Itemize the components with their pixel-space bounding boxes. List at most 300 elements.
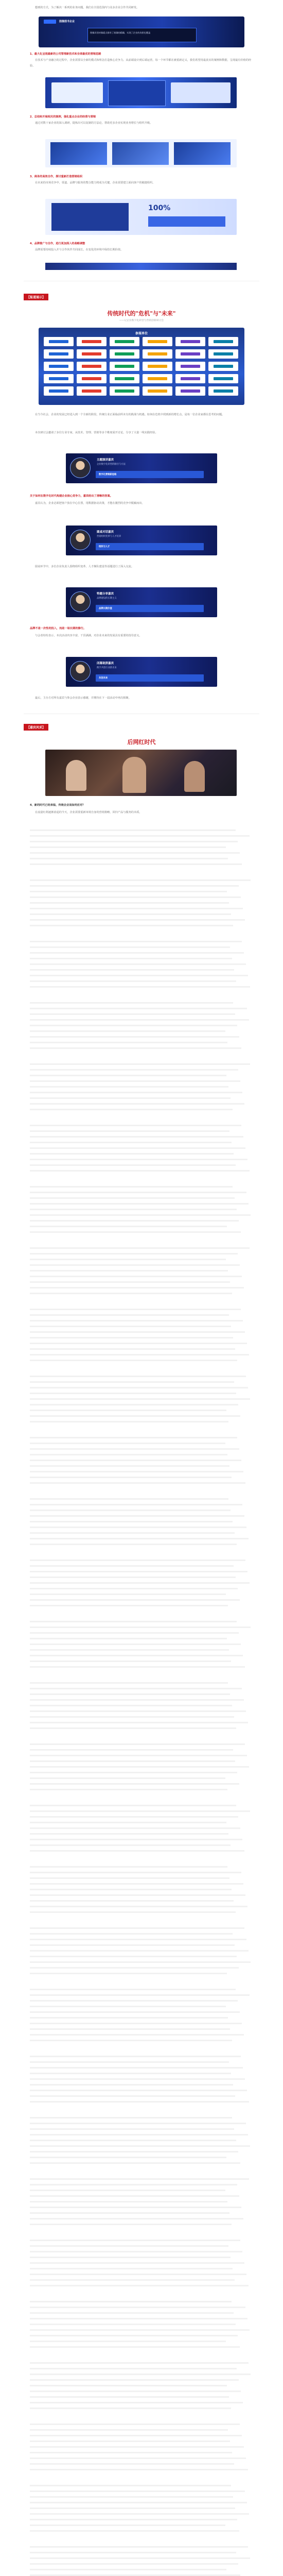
text-line-placeholder: [30, 1002, 233, 1004]
section1-heading-2: 2、总结和开展相关的案例，强化重点企业的经营与营销: [30, 115, 96, 118]
text-line-placeholder: [30, 1833, 228, 1835]
text-line-placeholder: [30, 1387, 248, 1388]
sponsor-logo: [208, 337, 238, 346]
sponsor-logo: [175, 349, 205, 359]
speaker-3-photo: [70, 591, 91, 612]
text-line-placeholder: [30, 1226, 227, 1227]
text-line-placeholder: [30, 2151, 238, 2153]
text-line-placeholder: [30, 1209, 237, 1210]
text-line-placeholder: [30, 1164, 236, 1166]
text-line-placeholder: [30, 1810, 250, 1812]
text-line-placeholder: [30, 1415, 240, 1417]
text-line-placeholder: [30, 2385, 227, 2386]
text-line-placeholder: [30, 2134, 248, 2136]
text-line-placeholder: [30, 2452, 232, 2453]
text-line-placeholder: [30, 2279, 235, 2281]
sponsor-logo: [175, 374, 205, 383]
speaker-card-3: [66, 587, 217, 617]
text-line-placeholder: [30, 1203, 249, 1205]
stats-banner: [45, 199, 237, 235]
text-line-placeholder: [30, 1253, 238, 1255]
text-line-placeholder: [30, 1404, 238, 1405]
text-line-placeholder: [30, 1103, 244, 1105]
sponsor-logo: [175, 362, 205, 371]
text-line-placeholder: [30, 2212, 229, 2214]
text-line-placeholder: [30, 1047, 241, 1049]
text-line-placeholder: [30, 2502, 247, 2503]
text-line-placeholder: [30, 1973, 227, 1974]
logos-title: 参展单位: [135, 332, 148, 335]
text-line-placeholder: [30, 1621, 237, 1622]
text-line-placeholder: [30, 2023, 242, 2024]
text-line-placeholder: [30, 1527, 246, 1528]
banner-slogan-box: [87, 28, 197, 42]
text-line-placeholder: [30, 1063, 250, 1065]
text-line-placeholder: [30, 1421, 228, 1422]
text-line-placeholder: [30, 1437, 237, 1438]
text-line-placeholder: [30, 1805, 236, 1806]
text-line-placeholder: [30, 2496, 233, 2498]
text-line-placeholder: [30, 1994, 250, 1996]
text-line-placeholder: [30, 2424, 240, 2425]
text-line-placeholder: [30, 1309, 241, 1310]
speaker-2-photo: [70, 530, 91, 550]
section2-para-4: 圆桌环节中，多位企业负责人围绕组织变革、人才梯队建设等话题进行了深入交流。: [35, 565, 134, 568]
text-line-placeholder: [30, 2251, 242, 2252]
text-line-placeholder: [30, 2084, 233, 2086]
text-line-placeholder: [30, 2569, 226, 2570]
section2-para-3: 嘉宾认为，企业必须把客户放在中心位置，用数据驱动决策，才能在激烈的竞争中脱颖而出。: [35, 502, 145, 505]
text-line-placeholder: [30, 1448, 239, 1450]
speaker-1-title: 企业数字化转型的路径与方法: [97, 463, 126, 466]
text-line-placeholder: [30, 2140, 236, 2141]
text-line-placeholder: [30, 2530, 239, 2532]
text-line-placeholder: [30, 2301, 232, 2302]
text-line-placeholder: [30, 2078, 245, 2080]
speaker-card-4: [66, 657, 217, 687]
text-line-placeholder: [30, 1666, 245, 1668]
sponsor-logo: [77, 374, 107, 383]
text-line-placeholder: [30, 1477, 232, 1478]
speaker-3-name: 特邀分享嘉宾: [97, 592, 114, 596]
text-line-placeholder: [30, 913, 231, 915]
banner-slogan: 图像识别对像素点都有了准确的精确，实现了企业的场景化覆盖: [90, 31, 151, 34]
text-line-placeholder: [30, 2000, 238, 2002]
text-line-placeholder: [30, 1153, 234, 1155]
text-line-placeholder: [30, 1594, 226, 1595]
section3-title: 后网红时代: [127, 739, 156, 745]
text-line-placeholder: [30, 2446, 244, 2448]
text-line-placeholder: [30, 1716, 234, 1718]
text-line-placeholder: [30, 1872, 241, 1873]
sponsor-logo: [143, 349, 172, 359]
text-line-placeholder: [30, 2274, 246, 2275]
text-line-placeholder: [30, 1927, 244, 1929]
sponsor-logo: [175, 337, 205, 346]
text-line-placeholder: [30, 2040, 232, 2041]
text-line-placeholder: [30, 841, 238, 842]
text-line-placeholder: [30, 1521, 233, 1522]
sponsor-logo: [110, 374, 139, 383]
section2-title: 传统时代的"危机"与"未来": [107, 310, 176, 317]
text-line-placeholder: [30, 1883, 243, 1885]
text-line-placeholder: [30, 2090, 247, 2091]
promo-banner-1: [39, 16, 244, 47]
text-line-placeholder: [30, 1326, 231, 1327]
text-line-placeholder: [30, 969, 234, 971]
sponsor-logo: [208, 386, 238, 396]
speaker-2-title: 营销组织变革与人才培养: [97, 535, 121, 538]
text-line-placeholder: [30, 1092, 242, 1093]
text-line-placeholder: [30, 2490, 245, 2492]
sponsor-logo: [208, 362, 238, 371]
text-line-placeholder: [30, 1264, 240, 1266]
text-line-placeholder: [30, 2268, 233, 2269]
text-line-placeholder: [30, 2346, 240, 2348]
sponsor-logo: [44, 337, 74, 346]
text-line-placeholder: [30, 1950, 249, 1952]
text-line-placeholder: [30, 2224, 232, 2225]
text-line-placeholder: [30, 2335, 238, 2336]
text-line-placeholder: [30, 2240, 240, 2241]
text-line-placeholder: [30, 1125, 241, 1126]
text-line-placeholder: [30, 1783, 239, 1785]
text-line-placeholder: [30, 980, 236, 982]
text-line-placeholder: [30, 1989, 236, 1990]
text-line-placeholder: [30, 1069, 238, 1071]
sponsor-logo: [175, 386, 205, 396]
text-line-placeholder: [30, 1939, 246, 1940]
speaker-2-name: 圆桌对话嘉宾: [97, 531, 114, 534]
section1-heading-4: 4、品牌推广与合作，进行更加深入的战略调整: [30, 242, 85, 245]
speaker-2-bar: 组织与人才: [99, 546, 110, 548]
text-line-placeholder: [30, 1544, 237, 1545]
sponsor-logo: [77, 362, 107, 371]
text-line-placeholder: [30, 1398, 250, 1400]
speaker-1-photo: [70, 457, 91, 478]
section2-para-6: 最后，主办方对所有嘉宾与参会企业表示感谢，并期待在下一届活动中再次相聚。: [35, 697, 131, 700]
text-line-placeholder: [30, 1270, 228, 1272]
text-line-placeholder: [30, 2056, 241, 2057]
speaker-4-photo: [70, 661, 91, 682]
text-line-placeholder: [30, 1588, 238, 1589]
text-line-placeholder: [30, 2441, 230, 2442]
text-line-placeholder: [30, 858, 228, 859]
text-line-placeholder: [30, 1560, 245, 1561]
sponsor-logo: [77, 337, 107, 346]
sponsor-logo: [44, 386, 74, 396]
text-line-placeholder: [30, 1889, 232, 1890]
sponsor-logo: [77, 349, 107, 359]
text-line-placeholder: [30, 2324, 236, 2325]
text-line-placeholder: [30, 2067, 243, 2069]
text-line-placeholder: [30, 958, 232, 959]
event-crowd-photo: [45, 750, 237, 796]
text-line-placeholder: [30, 1348, 235, 1350]
text-line-placeholder: [30, 2257, 231, 2258]
text-line-placeholder: [30, 1259, 226, 1260]
section2-para-1: 在当今社会，企业的发展已经进入到一个全新的阶段，传统行业正面临前所未有的挑战与机遇。如何在危机中找到新的增长点，是每一位企业家都在思考的问题。: [35, 413, 225, 416]
text-line-placeholder: [30, 2218, 243, 2219]
text-line-placeholder: [30, 1967, 239, 1969]
text-line-placeholder: [30, 2123, 246, 2124]
text-line-placeholder: [30, 2435, 242, 2436]
text-line-placeholder: [30, 1281, 230, 1283]
text-line-placeholder: [30, 1170, 250, 1172]
text-line-placeholder: [30, 2318, 247, 2319]
speaker-4-bar: 共创未来: [99, 677, 108, 680]
text-line-placeholder: [30, 1777, 225, 1779]
text-line-placeholder: [30, 1019, 249, 1021]
text-line-placeholder: [30, 2408, 231, 2409]
text-line-placeholder: [30, 941, 242, 942]
sponsor-logo: [110, 349, 139, 359]
speaker-card-2: [66, 526, 217, 555]
text-line-placeholder: [30, 2396, 229, 2398]
text-line-placeholder: [30, 2017, 228, 2019]
text-line-placeholder: [30, 2145, 250, 2147]
text-line-placeholder: [30, 2128, 234, 2130]
product-showcase-image: [45, 77, 237, 108]
text-line-placeholder: [30, 1682, 228, 1684]
text-line-placeholder: [30, 1538, 249, 1539]
text-line-placeholder: [30, 1699, 244, 1701]
sponsor-logos-panel: [39, 328, 244, 405]
text-line-placeholder: [30, 986, 250, 988]
text-line-placeholder: [30, 1839, 242, 1840]
text-line-placeholder: [30, 2095, 235, 2097]
text-line-placeholder: [30, 1498, 228, 1500]
text-line-placeholder: [30, 2307, 245, 2308]
text-line-placeholder: [30, 2507, 235, 2509]
text-line-placeholder: [30, 846, 226, 848]
text-line-placeholder: [30, 2262, 244, 2264]
text-line-placeholder: [30, 885, 239, 887]
text-line-placeholder: [30, 1220, 239, 1222]
text-line-placeholder: [30, 835, 250, 837]
text-line-placeholder: [30, 2190, 225, 2191]
text-line-placeholder: [30, 1410, 226, 1411]
text-line-placeholder: [30, 1465, 229, 1467]
text-line-placeholder: [30, 2519, 237, 2520]
text-line-placeholder: [30, 1136, 243, 1138]
text-line-placeholder: [30, 1772, 237, 1773]
text-line-placeholder: [30, 1933, 233, 1935]
text-line-placeholder: [30, 1749, 233, 1751]
section1-para-1: 在技术与产业融合的过程中，企业需要以全新的模式和理念打造核心竞争力。从前端设计到后端运营，每一个环节都在被重新定义，我们希望用最真实的案例和数据，呈现最有价值的经验。: [30, 59, 252, 67]
text-line-placeholder: [30, 1142, 232, 1143]
text-line-placeholder: [30, 2362, 249, 2364]
text-line-placeholder: [30, 2061, 229, 2063]
text-line-placeholder: [30, 1337, 233, 1338]
section1-heading-3: 3、商务的高效合作，探讨重新打造营销组织: [30, 175, 83, 178]
text-line-placeholder: [30, 1655, 243, 1656]
text-line-placeholder: [30, 1582, 250, 1584]
text-line-placeholder: [30, 1231, 241, 1233]
text-line-placeholder: [30, 2034, 244, 2036]
text-line-placeholder: [30, 2557, 250, 2559]
text-line-placeholder: [30, 1287, 244, 1289]
text-line-placeholder: [30, 1354, 249, 1355]
text-line-placeholder: [30, 1900, 234, 1902]
text-line-placeholder: [30, 1693, 230, 1695]
sponsor-logo: [208, 349, 238, 359]
text-line-placeholder: [30, 1605, 228, 1606]
text-line-placeholder: [30, 2402, 243, 2403]
text-line-placeholder: [30, 1638, 227, 1639]
text-line-placeholder: [30, 863, 242, 865]
text-line-placeholder: [30, 1276, 242, 1277]
text-line-placeholder: [30, 1827, 240, 1829]
text-line-placeholder: [30, 2429, 228, 2431]
text-line-placeholder: [30, 1186, 233, 1188]
text-line-placeholder: [30, 1042, 227, 1043]
text-line-placeholder: [30, 1482, 245, 1484]
sponsor-logo: [143, 362, 172, 371]
text-line-placeholder: [30, 1097, 231, 1099]
text-line-placeholder: [30, 896, 241, 898]
section3-tag: 【嘉宾风采】: [24, 724, 48, 731]
text-line-placeholder: [30, 1515, 244, 1517]
text-line-placeholder: [30, 2184, 237, 2185]
text-line-placeholder: [30, 1766, 249, 1768]
text-line-placeholder: [30, 1911, 236, 1913]
section2-tag: 【报道展示】: [24, 294, 48, 300]
text-line-placeholder: [30, 1705, 232, 1706]
text-line-placeholder: [30, 1008, 247, 1009]
text-line-placeholder: [30, 1130, 229, 1132]
text-line-placeholder: [30, 1376, 246, 1377]
text-line-placeholder: [30, 1710, 246, 1712]
text-line-placeholder: [30, 2245, 228, 2247]
text-line-placeholder: [30, 1961, 251, 1963]
section1-para-2: 通过对数十家企业的深入调研，提炼出可以复制的方法论，帮助更多企业实现业务增长与组织升级。: [35, 122, 153, 125]
text-line-placeholder: [30, 2546, 248, 2548]
text-line-placeholder: [30, 2379, 239, 2381]
text-line-placeholder: [30, 1360, 237, 1361]
text-line-placeholder: [30, 925, 233, 926]
text-line-placeholder: [30, 2463, 234, 2465]
text-line-placeholder: [30, 852, 240, 854]
text-line-placeholder: [30, 2178, 249, 2180]
section1-para-4: 品牌需要持续投入并与合作伙伴共同成长，在变化的环境中保持长期价值。: [35, 248, 123, 251]
text-line-placeholder: [30, 2469, 248, 2470]
text-line-placeholder: [30, 2157, 226, 2158]
text-line-placeholder: [30, 963, 246, 965]
text-line-placeholder: [30, 1159, 247, 1160]
text-line-placeholder: [30, 1577, 236, 1578]
text-line-placeholder: [30, 1956, 237, 1957]
text-line-placeholder: [30, 1025, 237, 1026]
text-line-placeholder: [30, 1247, 250, 1249]
text-line-placeholder: [30, 2563, 238, 2565]
sponsor-logo: [143, 337, 172, 346]
text-line-placeholder: [30, 1381, 234, 1383]
decorative-strip: [45, 263, 237, 270]
text-line-placeholder: [30, 1743, 245, 1745]
text-line-placeholder: [30, 2485, 231, 2486]
section1-para-3: 在未来的市场竞争中，渠道、品牌与服务的整合能力将成为关键，企业需要建立面向客户的敏捷组织。: [35, 181, 155, 184]
text-line-placeholder: [30, 2285, 249, 2286]
text-line-placeholder: [30, 1147, 245, 1149]
text-line-placeholder: [30, 2101, 249, 2103]
section2-para-5: 与会者纷纷表示，本次活动内容丰富、干货满满，对企业未来的发展具有重要的指导意义。: [35, 634, 142, 637]
text-line-placeholder: [30, 2011, 240, 2013]
text-line-placeholder: [30, 919, 245, 921]
banner-title: 图像图书企业: [59, 20, 75, 23]
text-line-placeholder: [30, 2028, 230, 2030]
text-line-placeholder: [30, 2374, 251, 2375]
text-line-placeholder: [30, 1460, 241, 1461]
intro-text: 想到的方式，为了解决一系列的业务问题，我们在全国范围内与众多企业合作共同研发。: [35, 6, 139, 9]
text-line-placeholder: [30, 1443, 225, 1444]
sponsor-logo: [143, 386, 172, 396]
speaker-3-title: 品牌建设的长期主义: [97, 597, 117, 600]
text-line-placeholder: [30, 1320, 243, 1321]
brand-logo-icon: [44, 20, 56, 24]
sponsor-logo: [44, 362, 74, 371]
text-line-placeholder: [30, 2341, 226, 2342]
text-line-placeholder: [30, 1331, 245, 1333]
text-line-placeholder: [30, 1192, 246, 1193]
speaker-4-name: 闭幕致辞嘉宾: [97, 662, 114, 665]
speaker-card-1: [66, 453, 217, 483]
text-line-placeholder: [30, 1850, 244, 1852]
text-line-placeholder: [30, 1086, 228, 1088]
text-line-placeholder: [30, 1722, 248, 1723]
section2-red-line-1: 关于如何在数字化时代构建企业核心竞争力，嘉宾给出了清晰的答案。: [30, 495, 113, 498]
text-line-placeholder: [30, 1075, 226, 1076]
section1-heading-1: 1、最大化呈现最新的公司管理新技术和全球最优的营销思路: [30, 53, 101, 56]
sponsor-logo: [110, 386, 139, 396]
stats-banner-label: 100%: [148, 204, 171, 212]
text-line-placeholder: [30, 2513, 249, 2515]
text-line-placeholder: [30, 1789, 227, 1790]
text-line-placeholder: [30, 1599, 240, 1601]
text-line-placeholder: [30, 1844, 231, 1846]
text-line-placeholder: [30, 1393, 236, 1394]
sponsor-logo: [44, 349, 74, 359]
sponsor-logo: [44, 374, 74, 383]
sponsor-logo: [110, 362, 139, 371]
text-line-placeholder: [30, 2162, 240, 2164]
text-line-placeholder: [30, 908, 243, 909]
text-line-placeholder: [30, 1571, 247, 1572]
text-line-placeholder: [30, 1013, 235, 1015]
text-line-placeholder: [30, 1877, 229, 1879]
text-line-placeholder: [30, 2207, 241, 2208]
text-line-placeholder: [30, 1760, 235, 1762]
text-line-placeholder: [30, 1030, 225, 1032]
text-line-placeholder: [30, 1866, 227, 1868]
text-line-placeholder: [30, 1944, 235, 1946]
text-line-placeholder: [30, 946, 230, 948]
speaker-portrait-strip: [45, 139, 237, 167]
text-line-placeholder: [30, 2006, 226, 2007]
speaker-1-bar: 数字化营销新思路: [99, 473, 117, 476]
text-line-placeholder: [30, 975, 248, 976]
text-line-placeholder: [30, 2524, 225, 2526]
text-line-placeholder: [30, 1822, 226, 1823]
section2-para-2: 本次研讨会邀请了多位行业专家，从技术、管理、营销等多个维度展开讨论，分享了大量一线实践经验。: [35, 431, 158, 434]
section2-subtitle: ——记企业数字化转型与营销创新研讨会: [119, 319, 164, 322]
text-line-placeholder: [30, 1755, 247, 1756]
text-line-placeholder: [30, 2368, 237, 2369]
section3-para-1: 在流量红利逐渐消退的今天，企业需要重新审视自身的营销策略，回归产品与服务的本质。: [35, 811, 142, 814]
section3-heading: 4、新的时代已经来临，传统企业该如何应对？: [30, 804, 85, 807]
text-line-placeholder: [30, 1293, 232, 1294]
speaker-1-name: 主题演讲嘉宾: [97, 459, 114, 462]
